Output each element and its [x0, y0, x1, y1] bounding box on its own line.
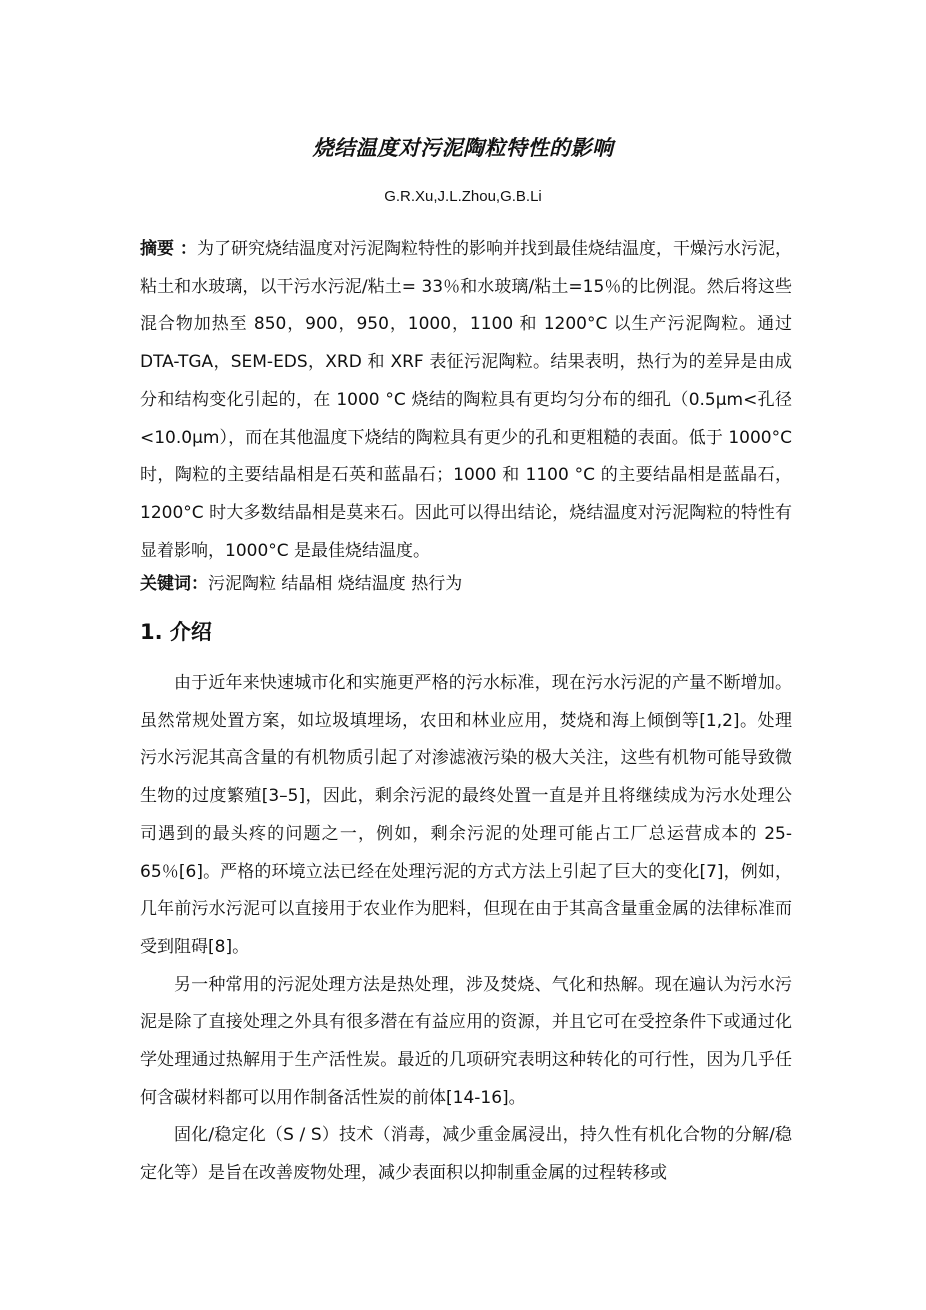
paper-title: 烧结温度对污泥陶粒特性的影响 [312, 136, 614, 160]
paragraph: 固化/稳定化（S / S）技术（消毒，减少重金属浸出，持久性有机化合物的分解/稳定化等）是旨在改善废物处理，减少表面积以抑制重金属的过程转移或 [140, 1125, 792, 1184]
paragraph: 另一种常用的污泥处理方法是热处理，涉及焚烧、气化和热解。现在遍认为污水污泥是除了直接处理之外具有很多潜在有益应用的资源，并且它可在受控条件下或通过化学处理通过热解用于生产活性炭。最近的几项研究表明这种转化的可行性，因为几乎任何含碳材料都可以用作制备活性炭的前体[14-16]。 [140, 974, 792, 1108]
keywords-section [140, 566, 792, 604]
intro-body [140, 665, 792, 1193]
section-heading: 1. 介绍 [140, 620, 212, 644]
paper-authors: G.R.Xu,J.L.Zhou,G.B.Li [384, 188, 542, 205]
paragraph: 由于近年来快速城市化和实施更严格的污水标准，现在污水污泥的产量不断增加。虽然常规处置方案，如垃圾填埋场，农田和林业应用，焚烧和海上倾倒等[1,2]。处理污水污泥其高含量的有机物质引起了对渗滤液污染的极大关注，这些有机物可能导致微生物的过度繁殖[3–5]，因此，剩余污泥的最终处置一直是并且将继续成为污水处理公司遇到的最头疼的问题之一，例如，剩余污泥的处理可能占工厂总运营成本的 25-65％[6]。严格的环境立法已经在处理污泥的方式方法上引起了巨大的变化[7]，例如，几年前污水污泥可以直接用于农业作为肥料，但现在由于其高含量重金属的法律标准而受到阻碍[8]。 [140, 673, 792, 957]
abstract-text: 为了研究烧结温度对污泥陶粒特性的影响并找到最佳烧结温度，干燥污水污泥，粘土和水玻璃，以干污水污泥/粘土= 33％和水玻璃/粘土=15％的比例混。然后将这些混合物加热至 850，900，950，1000，1100 和 1200°C 以生产污泥陶粒。通过 DTA-TGA，SEM-EDS，XRD 和 XRF 表征污泥陶粒。结果表明，热行为的差异是由成分和结构变化引起的，在 1000 °C 烧结的陶粒具有更均匀分布的细孔（0.5μm<孔径<10.0μm），而在其他温度下烧结的陶粒具有更少的孔和更粗糙的表面。低于 1000°C 时，陶粒的主要结晶相是石英和蓝晶石；1000 和 1100 °C 的主要结晶相是蓝晶石，1200°C 时大多数结晶相是莫来石。因此可以得出结论，烧结温度对污泥陶粒的特性有显着影响，1000°C 是最佳烧结温度。 [140, 239, 793, 561]
keywords-text: 污泥陶粒 结晶相 烧结温度 热行为 [208, 574, 463, 594]
abstract-label: 摘要 ： [140, 239, 197, 259]
keywords-label: 关键词： [140, 574, 208, 594]
abstract-section [140, 231, 792, 570]
